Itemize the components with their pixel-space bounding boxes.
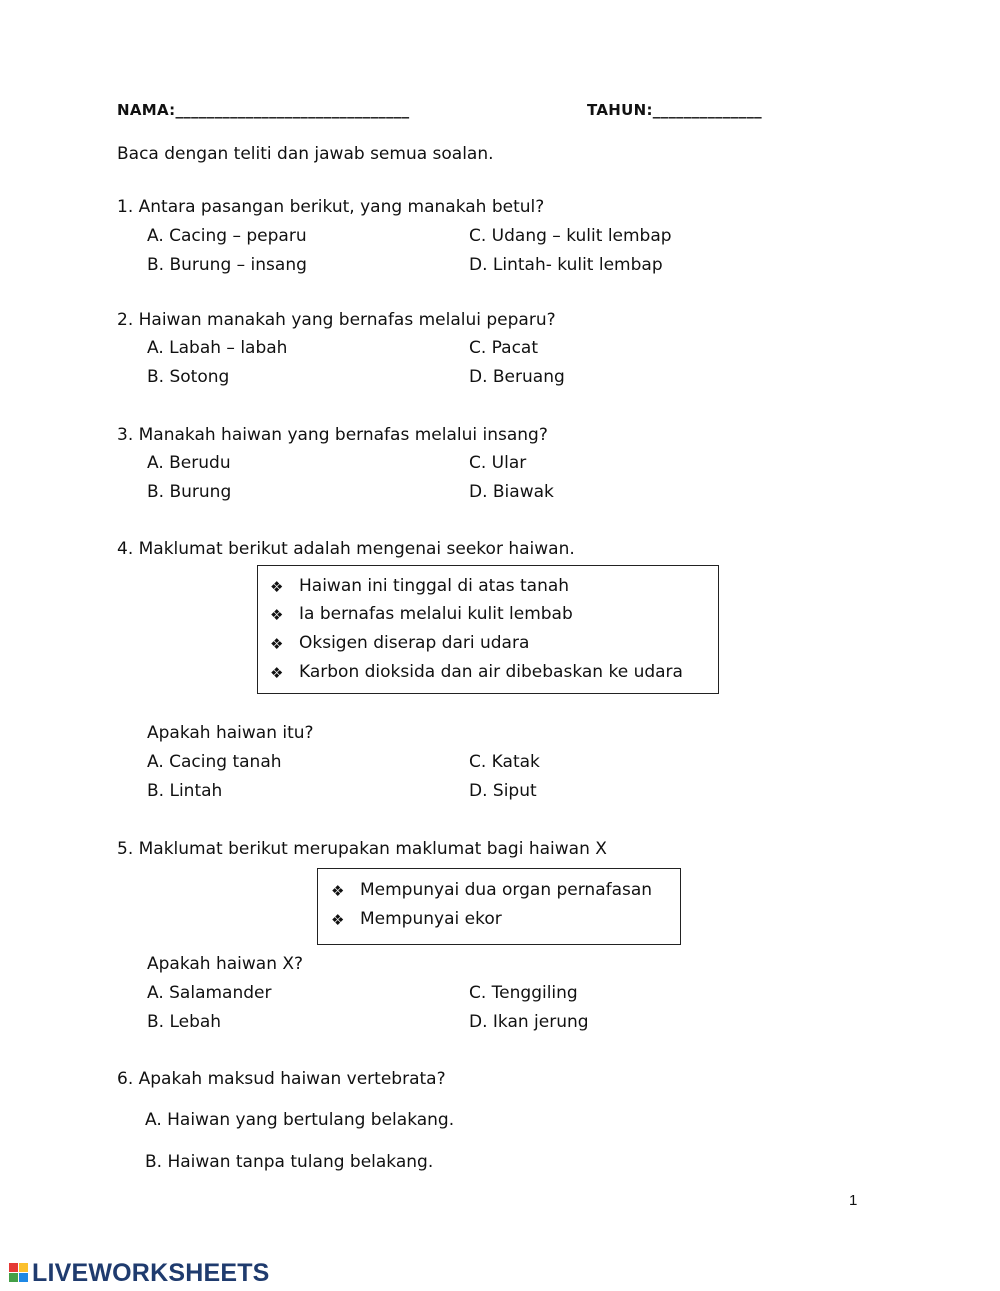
question-1-option-b: B. Burung – insang: [147, 255, 307, 275]
question-4-option-c: C. Katak: [469, 752, 540, 772]
question-5-info-box: [317, 868, 681, 945]
question-1-option-c: C. Udang – kulit lembap: [469, 226, 672, 246]
question-6-option-b: B. Haiwan tanpa tulang belakang.: [145, 1152, 434, 1172]
question-2-option-a: A. Labah – labah: [147, 338, 288, 358]
question-2-option-b: B. Sotong: [147, 367, 230, 387]
question-6-option-a: A. Haiwan yang bertulang belakang.: [145, 1110, 455, 1130]
instruction-text: Baca dengan teliti dan jawab semua soalan.: [117, 144, 494, 164]
question-3-option-b: B. Burung: [147, 482, 232, 502]
question-4-text: 4. Maklumat berikut adalah mengenai seekor haiwan.: [117, 539, 575, 559]
bullet-icon: ❖: [270, 606, 284, 624]
bullet-icon: ❖: [331, 882, 345, 900]
question-5-option-a: A. Salamander: [147, 983, 272, 1003]
question-4-info-box: [257, 565, 719, 694]
question-4-option-d: D. Siput: [469, 781, 537, 801]
question-1-option-d: D. Lintah- kulit lembap: [469, 255, 663, 275]
year-field-label: TAHUN:______________: [587, 101, 762, 119]
question-5-text: 5. Maklumat berikut merupakan maklumat bagi haiwan X: [117, 839, 607, 859]
question-2-option-c: C. Pacat: [469, 338, 539, 358]
question-6-text: 6. Apakah maksud haiwan vertebrata?: [117, 1069, 446, 1089]
info-box-item: Mempunyai ekor: [360, 909, 502, 929]
question-1-option-a: A. Cacing – peparu: [147, 226, 307, 246]
question-4-option-b: B. Lintah: [147, 781, 223, 801]
info-box-item: Mempunyai dua organ pernafasan: [360, 880, 653, 900]
info-box-item: Karbon dioksida dan air dibebaskan ke udara: [299, 662, 683, 682]
question-3-option-d: D. Biawak: [469, 482, 554, 502]
liveworksheets-logo: [8, 1258, 270, 1288]
info-box-item: Haiwan ini tinggal di atas tanah: [299, 576, 570, 596]
question-2-text: 2. Haiwan manakah yang bernafas melalui peparu?: [117, 310, 556, 330]
question-5-option-c: C. Tenggiling: [469, 983, 578, 1003]
brand-name: LIVEWORKSHEETS: [32, 1258, 270, 1287]
bullet-icon: ❖: [270, 578, 284, 596]
bullet-icon: ❖: [270, 635, 284, 653]
question-4-subquestion: Apakah haiwan itu?: [147, 723, 314, 743]
question-1-text: 1. Antara pasangan berikut, yang manakah betul?: [117, 197, 545, 217]
bullet-icon: ❖: [331, 911, 345, 929]
question-4-option-a: A. Cacing tanah: [147, 752, 282, 772]
question-3-option-c: C. Ular: [469, 453, 527, 473]
bullet-icon: ❖: [270, 664, 284, 682]
page-number: 1: [849, 1192, 858, 1209]
worksheet-blocks-icon: [8, 1261, 30, 1285]
question-3-text: 3. Manakah haiwan yang bernafas melalui insang?: [117, 425, 548, 445]
question-5-option-b: B. Lebah: [147, 1012, 222, 1032]
question-5-subquestion: Apakah haiwan X?: [147, 954, 304, 974]
name-field-label: NAMA:______________________________: [117, 101, 410, 119]
question-3-option-a: A. Berudu: [147, 453, 231, 473]
question-2-option-d: D. Beruang: [469, 367, 565, 387]
info-box-item: Oksigen diserap dari udara: [299, 633, 530, 653]
info-box-item: Ia bernafas melalui kulit lembab: [299, 604, 573, 624]
question-5-option-d: D. Ikan jerung: [469, 1012, 589, 1032]
